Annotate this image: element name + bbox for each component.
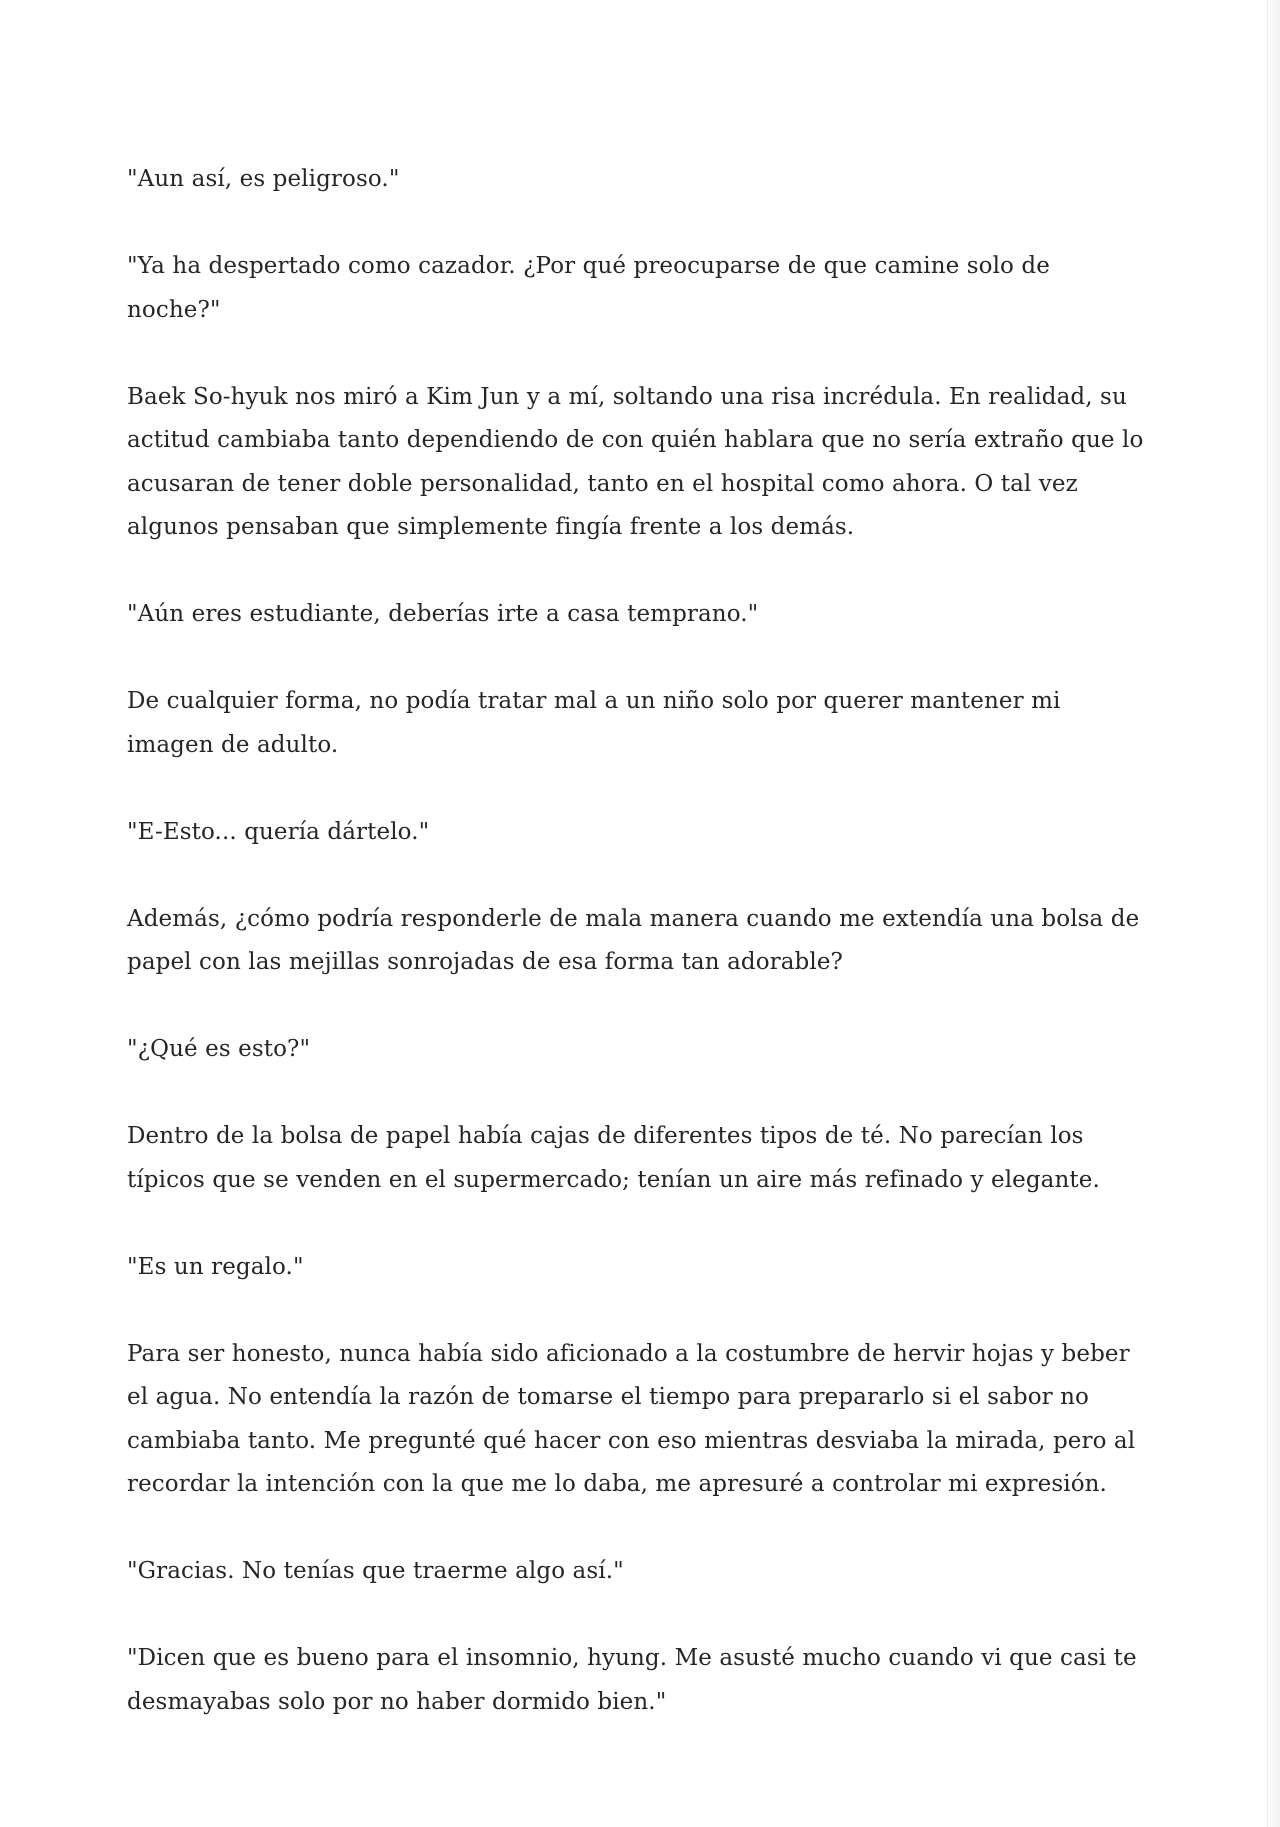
paragraph-narration: Dentro de la bolsa de papel había cajas de diferentes tipos de té. No parecían los típicos que se venden en el supermercado; tenían un aire más refinado y elegante. (127, 1123, 1100, 1193)
paragraph-dialogue: "E-Esto... quería dártelo." (127, 818, 430, 845)
paragraph-narration: Para ser honesto, nunca había sido aficionado a la costumbre de hervir hojas y beber el agua. No entendía la razón de tomarse el tiempo para prepararlo si el sabor no cambiaba tanto. Me pregunté qué hacer con eso mientras desviaba la mirada, pero al recordar la intención con la que me lo daba, me apresuré a controlar mi expresión. (127, 1340, 1136, 1497)
paragraph-dialogue: "Dicen que es bueno para el insomnio, hyung. Me asusté mucho cuando vi que casi te desmayabas solo por no haber dormido bien." (127, 1645, 1137, 1715)
page-scroll-edge[interactable] (1267, 0, 1280, 1827)
paragraph-dialogue: "Aún eres estudiante, deberías irte a casa temprano." (127, 601, 759, 627)
paragraph-dialogue: "Ya ha despertado como cazador. ¿Por qué preocuparse de que camine solo de noche?" (127, 253, 1050, 323)
paragraph-dialogue: "Es un regalo." (127, 1253, 304, 1280)
paragraph-narration: De cualquier forma, no podía tratar mal a un niño solo por querer mantener mi imagen de adulto. (127, 688, 1061, 758)
paragraph-narration: Además, ¿cómo podría responderle de mala manera cuando me extendía una bolsa de papel con las mejillas sonrojadas de esa forma tan adorable? (127, 905, 1140, 975)
paragraph-dialogue: "Gracias. No tenías que traerme algo así." (127, 1558, 624, 1584)
paragraph-narration: Baek So-hyuk nos miró a Kim Jun y a mí, soltando una risa incrédula. En realidad, su actitud cambiaba tanto dependiendo de con quién hablara que no sería extraño que lo acusaran de tener doble personalidad, tanto en el hospital como ahora. O tal vez algunos pensaban que simplemente fingía frente a los demás. (127, 383, 1144, 540)
paragraph-dialogue: "¿Qué es esto?" (127, 1036, 311, 1062)
document-body (127, 158, 1147, 1768)
paragraph-dialogue: "Aun así, es peligroso." (127, 166, 400, 192)
